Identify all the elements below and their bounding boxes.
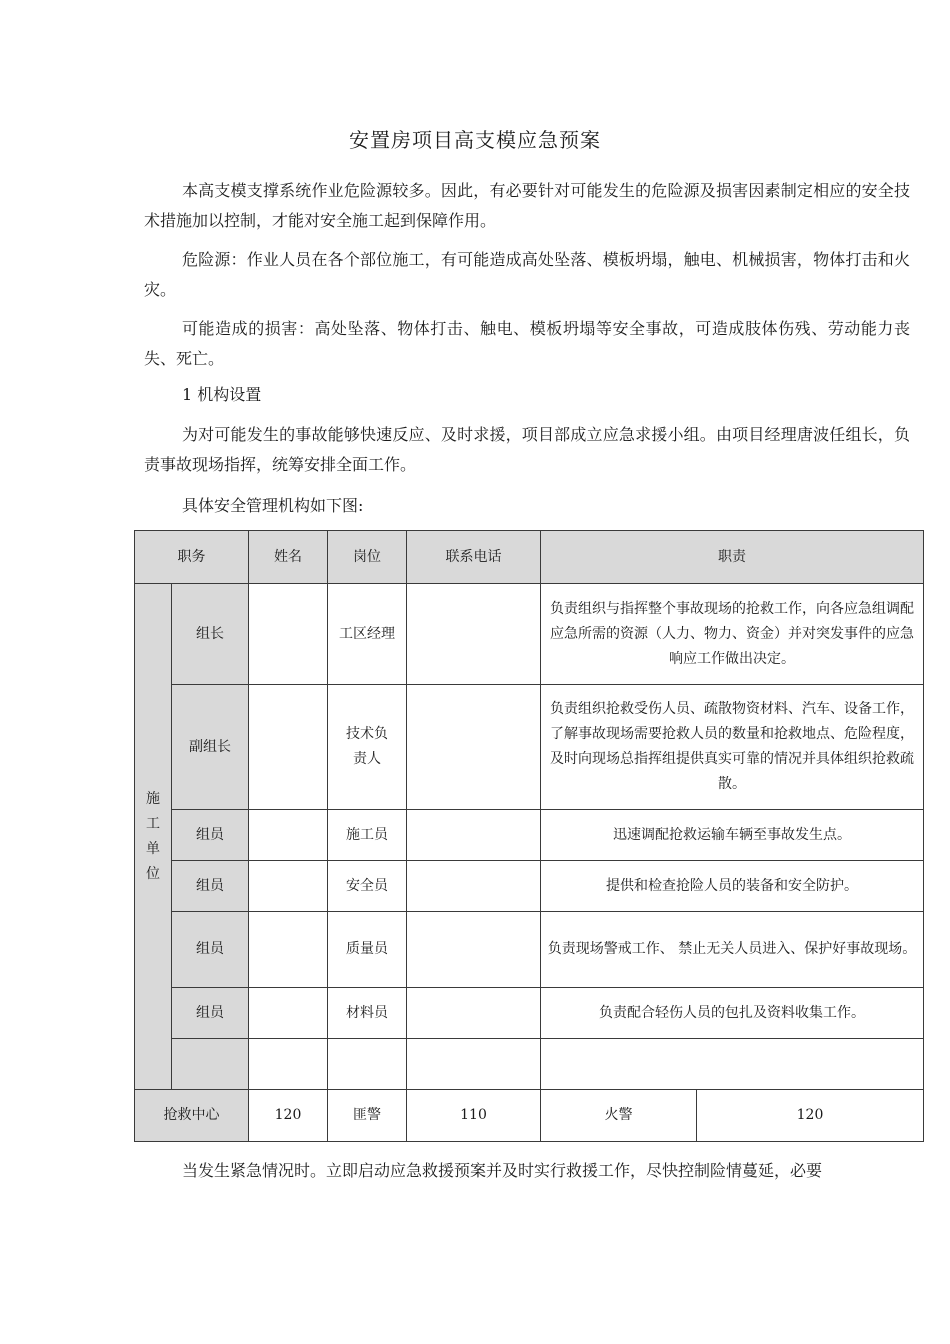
row-duty: 组员: [172, 861, 249, 912]
row-responsibility: [541, 1039, 924, 1090]
table-row: [135, 912, 924, 988]
row-duty: 组员: [172, 988, 249, 1039]
chart-intro-paragraph: 具体安全管理机构如下图:: [182, 496, 364, 515]
row-post: 工区经理: [328, 584, 407, 685]
after-table-paragraph: 当发生紧急情况时。立即启动应急救援预案并及时实行救援工作，尽快控制险情蔓延，必要: [182, 1161, 823, 1180]
rescue-center-number: 120: [249, 1090, 328, 1142]
intro-paragraph: 本高支模支撑系统作业危险源较多。因此，有必要针对可能发生的危险源及损害因素制定相应的安全技术措施加以控制，才能对安全施工起到保障作用。: [144, 181, 910, 230]
row-duty: 组员: [172, 810, 249, 861]
section-heading: 1 机构设置: [182, 385, 262, 404]
rescue-center-label: 抢救中心: [135, 1090, 249, 1142]
row-responsibility: 负责组织与指挥整个事故现场的抢救工作，向各应急组调配应急所需的资源（人力、物力、资金）并对突发事件的应急响应工作做出决定。: [541, 584, 924, 685]
table-row-empty: [135, 1039, 924, 1090]
row-name: [249, 1039, 328, 1090]
row-responsibility: 负责组织抢救受伤人员、疏散物资材料、汽车、设备工作，了解事故现场需要抢救人员的数量和抢救地点、危险程度，及时向现场总指挥组提供真实可靠的情况并具体组织抢救疏散。: [541, 685, 924, 810]
row-responsibility: 提供和检查抢险人员的装备和安全防护。: [541, 861, 924, 912]
police-label: 匪警: [328, 1090, 407, 1142]
row-duty: [172, 1039, 249, 1090]
emergency-numbers-row: [135, 1090, 924, 1142]
row-responsibility: 迅速调配抢救运输车辆至事故发生点。: [541, 810, 924, 861]
row-post: 材料员: [328, 988, 407, 1039]
row-phone: [407, 861, 541, 912]
row-phone: [407, 988, 541, 1039]
table-header-row: [135, 531, 924, 584]
header-post: 岗位: [328, 531, 407, 584]
row-duty: 组长: [172, 584, 249, 685]
header-responsibility: 职责: [541, 531, 924, 584]
row-post: 技术负责人: [328, 685, 407, 810]
table-row: [135, 988, 924, 1039]
row-name: [249, 584, 328, 685]
hazard-paragraph: 危险源：作业人员在各个部位施工，有可能造成高处坠落、模板坍塌，触电、机械损害，物体打击和火灾。: [144, 250, 910, 299]
damage-paragraph: 可能造成的损害：高处坠落、物体打击、触电、模板坍塌等安全事故，可造成肢体伤残、劳动能力丧失、死亡。: [144, 319, 910, 368]
row-responsibility: 负责现场警戒工作、 禁止无关人员进入、保护好事故现场。: [541, 912, 924, 988]
fire-label: 火警: [541, 1090, 697, 1142]
row-post: 施工员: [328, 810, 407, 861]
table-row: [135, 584, 924, 685]
fire-number: 120: [697, 1090, 924, 1142]
table-row: [135, 685, 924, 810]
row-responsibility: 负责配合轻伤人员的包扎及资料收集工作。: [541, 988, 924, 1039]
police-number: 110: [407, 1090, 541, 1142]
table-row: [135, 810, 924, 861]
row-duty: 副组长: [172, 685, 249, 810]
row-post: 安全员: [328, 861, 407, 912]
document-title: 安置房项目高支模应急预案: [349, 128, 601, 152]
row-phone: [407, 685, 541, 810]
organization-table: [134, 530, 924, 1142]
org-description-paragraph: 为对可能发生的事故能够快速反应、及时求援，项目部成立应急求援小组。由项目经理唐波任组长，负责事故现场指挥，统筹安排全面工作。: [144, 425, 910, 474]
row-post: [328, 1039, 407, 1090]
row-name: [249, 988, 328, 1039]
row-duty: 组员: [172, 912, 249, 988]
row-name: [249, 912, 328, 988]
table-row: [135, 861, 924, 912]
construction-unit-cell: 施 工 单 位: [135, 584, 172, 1090]
header-phone: 联系电话: [407, 531, 541, 584]
row-phone: [407, 810, 541, 861]
header-duty: 职务: [135, 531, 249, 584]
row-phone: [407, 1039, 541, 1090]
row-phone: [407, 912, 541, 988]
row-name: [249, 685, 328, 810]
row-name: [249, 810, 328, 861]
row-phone: [407, 584, 541, 685]
header-name: 姓名: [249, 531, 328, 584]
row-name: [249, 861, 328, 912]
row-post: 质量员: [328, 912, 407, 988]
